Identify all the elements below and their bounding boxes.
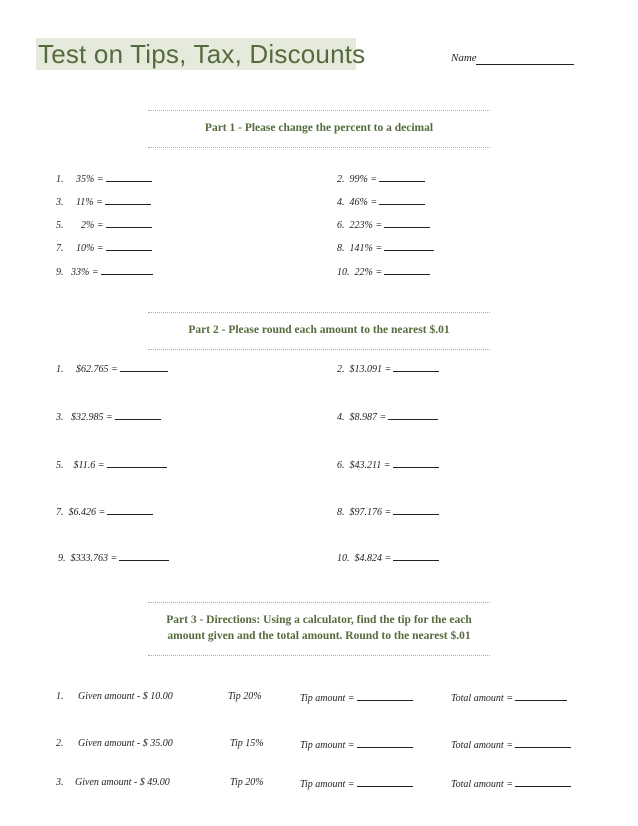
answer-blank[interactable] [384, 241, 434, 251]
part3-top-rule [148, 602, 490, 603]
answer-blank[interactable] [107, 505, 153, 515]
part3-row-2-given: Given amount - $ 35.00 [78, 738, 173, 749]
part3-row-3-total: Total amount = [451, 777, 571, 791]
part2-question-2: 2. $13.091 = [337, 362, 439, 376]
part2-top-rule [148, 312, 490, 313]
part2-bottom-rule [148, 349, 490, 350]
part2-question-5: 5. $11.6 = [56, 458, 167, 472]
part1-question-7: 7. 10% = [56, 241, 152, 255]
answer-blank[interactable] [379, 172, 425, 182]
part2-question-4: 4. $8.987 = [337, 410, 438, 424]
part1-question-8: 8. 141% = [337, 241, 434, 255]
answer-blank[interactable] [388, 410, 438, 420]
answer-blank[interactable] [119, 551, 169, 561]
answer-blank[interactable] [393, 551, 439, 561]
answer-blank[interactable] [384, 265, 430, 275]
part3-row-2-number: 2. [56, 738, 64, 749]
part3-row-2-tip: Tip 15% [230, 738, 264, 749]
part2-question-1: 1. $62.765 = [56, 362, 168, 376]
answer-blank[interactable] [107, 458, 167, 468]
answer-blank[interactable] [106, 172, 152, 182]
part3-row-2-tip-amount: Tip amount = [300, 738, 413, 752]
part2-question-8: 8. $97.176 = [337, 505, 439, 519]
part2-question-6: 6. $43.211 = [337, 458, 439, 472]
part1-question-6: 6. 223% = [337, 218, 430, 232]
part1-question-1: 1. 35% = [56, 172, 152, 186]
answer-blank[interactable] [106, 241, 152, 251]
name-label: Name [451, 52, 477, 64]
answer-blank[interactable] [393, 505, 439, 515]
answer-blank[interactable] [120, 362, 168, 372]
part1-question-3: 3. 11% = [56, 195, 151, 209]
answer-blank[interactable] [379, 195, 425, 205]
answer-blank[interactable] [106, 218, 152, 228]
part3-row-1-total: Total amount = [451, 691, 567, 705]
answer-blank[interactable] [384, 218, 430, 228]
part3-row-1-given: Given amount - $ 10.00 [78, 691, 173, 702]
part3-row-3-tip: Tip 20% [230, 777, 264, 788]
answer-blank[interactable] [115, 410, 161, 420]
part1-question-10: 10. 22% = [337, 265, 430, 279]
part3-row-3-number: 3. [56, 777, 64, 788]
part3-row-1-tip-amount: Tip amount = [300, 691, 413, 705]
part1-heading: Part 1 - Please change the percent to a decimal [204, 122, 434, 134]
part3-row-3-tip-amount: Tip amount = [300, 777, 413, 791]
answer-blank[interactable] [515, 738, 571, 748]
answer-blank[interactable] [393, 362, 439, 372]
answer-blank[interactable] [515, 691, 567, 701]
part3-heading-line1: Part 3 - Directions: Using a calculator, find the tip for the each [166, 614, 472, 626]
page-title: Test on Tips, Tax, Discounts [38, 39, 366, 69]
name-field-line[interactable] [476, 64, 574, 65]
part1-question-5: 5. 2% = [56, 218, 152, 232]
part2-question-3: 3. $32.985 = [56, 410, 161, 424]
part3-row-3-given: Given amount - $ 49.00 [75, 777, 170, 788]
part1-bottom-rule [148, 147, 490, 148]
part1-question-9: 9. 33% = [56, 265, 153, 279]
part2-question-10: 10. $4.824 = [337, 551, 439, 565]
answer-blank[interactable] [357, 738, 413, 748]
part3-row-1-number: 1. [56, 691, 64, 702]
part1-question-4: 4. 46% = [337, 195, 425, 209]
part1-question-2: 2. 99% = [337, 172, 425, 186]
answer-blank[interactable] [393, 458, 439, 468]
answer-blank[interactable] [105, 195, 151, 205]
answer-blank[interactable] [101, 265, 153, 275]
answer-blank[interactable] [515, 777, 571, 787]
part2-heading: Part 2 - Please round each amount to the nearest $.01 [188, 324, 450, 336]
part3-heading-line2: amount given and the total amount. Round to the nearest $.01 [167, 630, 471, 642]
answer-blank[interactable] [357, 777, 413, 787]
answer-blank[interactable] [357, 691, 413, 701]
part1-top-rule [148, 110, 490, 111]
part2-question-7: 7. $6.426 = [56, 505, 153, 519]
part2-question-9: 9. $333.763 = [58, 551, 169, 565]
part3-row-2-total: Total amount = [451, 738, 571, 752]
part3-bottom-rule [148, 655, 490, 656]
part3-row-1-tip: Tip 20% [228, 691, 262, 702]
